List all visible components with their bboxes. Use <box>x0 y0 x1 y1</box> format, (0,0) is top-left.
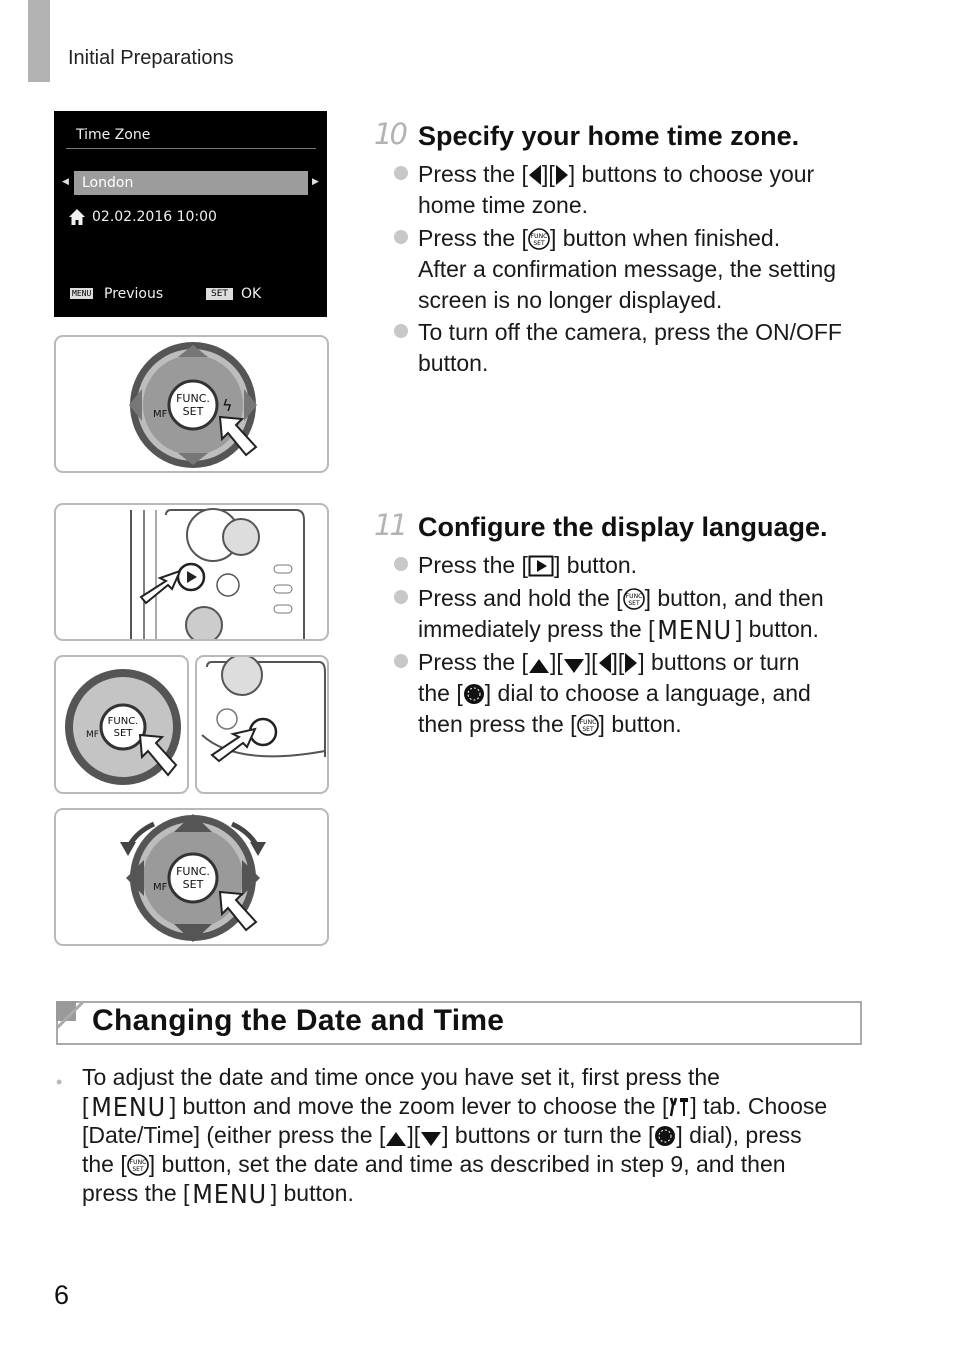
menu-button-illustration <box>195 655 329 794</box>
playback-button-illustration <box>54 503 329 641</box>
note-paragraph: To adjust the date and time once you have set it, first press the [ MENU ] button and move the zoom lever to choose the [ ] tab. Choose [Date/Time] (either press the [ ][ ] buttons or turn the [ ] dial), press the [ FUNC SET ] button, set the date and time as described in step 9, and then press the [ MENU ] button. <box>82 1064 828 1210</box>
control-dial-icon <box>654 1125 676 1147</box>
mf-label: MF <box>153 409 168 420</box>
press-arrow-icon <box>141 571 180 603</box>
svg-text:FUNC: FUNC <box>129 1159 147 1166</box>
svg-text:SET: SET <box>182 878 204 891</box>
dial-rotate-illustration <box>54 808 329 946</box>
menu-key-icon: MENU <box>72 289 92 298</box>
svg-text:MF: MF <box>86 730 99 740</box>
svg-text:FUNC.: FUNC. <box>176 865 210 878</box>
left-button-icon <box>528 164 542 186</box>
svg-text:FUNC: FUNC <box>625 593 642 600</box>
svg-text:SET: SET <box>627 600 640 607</box>
step-number-10: 10 <box>374 117 405 151</box>
svg-text:MF: MF <box>153 882 168 893</box>
step-11-bullet-3: Press the [ ][ ][ ][ ] buttons or turn the [ ] dial to choose a language, and then press the [ FUNC SET ] button. <box>418 649 811 737</box>
svg-text:SET: SET <box>132 1166 144 1173</box>
step-11-bullet-1: Press the [ ] button. <box>418 552 638 578</box>
svg-text:SET: SET <box>113 728 133 739</box>
note-bullet: • <box>56 1072 63 1092</box>
right-button-icon <box>555 164 569 186</box>
down-button-icon <box>563 658 585 674</box>
section-heading: Changing the Date and Time <box>92 1004 505 1037</box>
left-button-icon <box>598 652 612 674</box>
date-time-value: 02.02.2016 10:00 <box>92 209 217 225</box>
rotate-left-arrow-icon <box>120 842 136 856</box>
step-10-bullet-1: Press the [ ][ ] buttons to choose your home time zone. <box>418 161 815 218</box>
svg-text:FUNC.: FUNC. <box>107 716 139 727</box>
right-arrow-icon: ▶ <box>312 177 319 187</box>
chapter-tab-marker <box>28 0 50 82</box>
home-icon <box>68 208 86 226</box>
heading-corner-decoration <box>56 1001 86 1031</box>
step-10-title: Specify your home time zone. <box>418 121 800 151</box>
down-button-icon <box>420 1131 442 1147</box>
up-button-icon <box>528 658 550 674</box>
bullet <box>394 230 408 244</box>
section-header: Initial Preparations <box>68 47 234 69</box>
svg-text:SET: SET <box>533 240 545 247</box>
func-set-button-icon <box>577 714 599 736</box>
func-set-button-icon <box>127 1154 149 1176</box>
control-dial-icon <box>463 683 485 705</box>
dial-press-func-illustration <box>54 335 329 473</box>
playback-button-icon <box>528 555 554 577</box>
set-label: SET <box>182 405 204 418</box>
ok-label: OK <box>241 286 262 302</box>
setup-tab-icon <box>668 1096 690 1118</box>
bullet <box>394 166 408 180</box>
screen-title: Time Zone <box>76 127 151 143</box>
right-button-icon <box>624 652 638 674</box>
hold-func-set-illustration <box>54 655 189 794</box>
bullet <box>394 590 408 604</box>
menu-button-icon: MENU <box>657 616 733 646</box>
step-11-title: Configure the display language. <box>418 512 828 542</box>
rotate-right-arrow-icon <box>250 842 266 856</box>
svg-text:SET: SET <box>581 726 594 733</box>
func-set-button-icon <box>623 588 645 610</box>
page-number: 6 <box>54 1280 70 1310</box>
previous-label: Previous <box>104 286 164 302</box>
up-button-icon <box>385 1131 407 1147</box>
svg-text:FUNC: FUNC <box>530 233 548 240</box>
flash-icon: ϟ <box>222 396 233 415</box>
func-set-button-icon <box>528 228 550 250</box>
left-arrow-icon: ◀ <box>62 177 69 187</box>
step-10-bullet-3: To turn off the camera, press the ON/OFF button. <box>418 319 842 376</box>
func-label: FUNC. <box>176 392 210 405</box>
step-number-11: 11 <box>374 508 405 542</box>
set-key-icon: SET <box>206 288 233 300</box>
selected-city: London <box>82 175 134 191</box>
time-zone-screen <box>54 111 327 317</box>
svg-text:FUNC: FUNC <box>579 719 596 726</box>
bullet <box>394 557 408 571</box>
bullet <box>394 324 408 338</box>
bullet <box>394 654 408 668</box>
divider <box>66 148 316 149</box>
menu-button-icon: MENU <box>192 1180 268 1210</box>
step-10-bullet-2: Press the [ FUNC SET ] button when finished. After a confirmation message, the setting screen is no longer displayed. <box>418 225 837 313</box>
step-11-bullet-2: Press and hold the [ FUNC SET ] button, and then immediately press the [ MENU ] button. <box>418 585 824 646</box>
menu-button-icon: MENU <box>91 1093 167 1123</box>
